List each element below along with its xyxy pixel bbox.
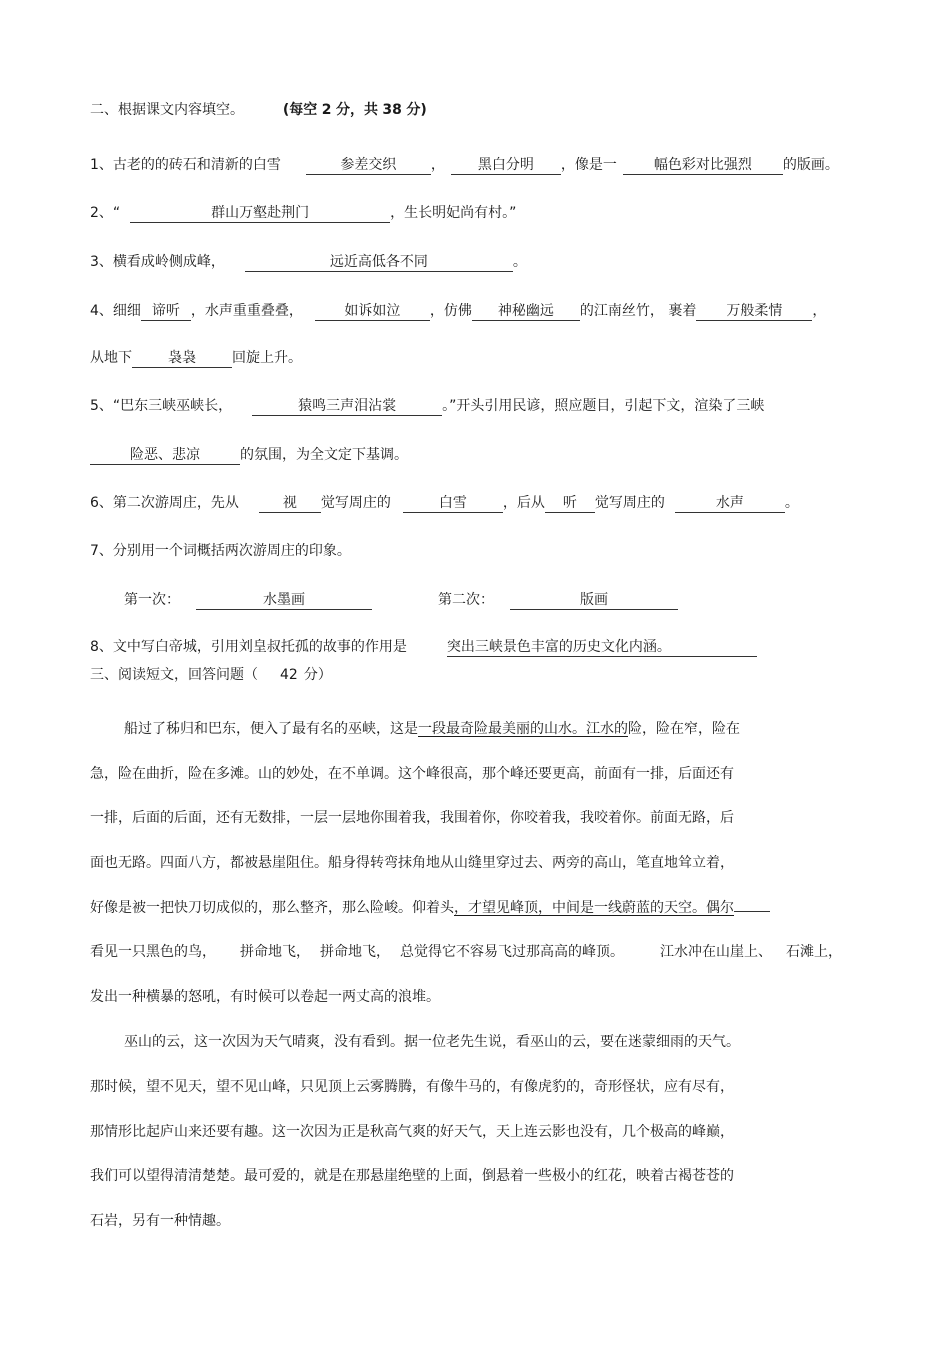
section3-points: 42	[280, 667, 298, 683]
question-1	[90, 155, 839, 175]
passage-text: 面也无路。四面八方，都被悬崖阻住。船身得转弯抹角地从山缝里穿过去、两旁的高山，笔直地耸立着，	[90, 855, 734, 871]
points-total: 38	[382, 102, 402, 118]
q4-answer-2: 如诉如泣	[315, 302, 430, 321]
passage-text: 江水冲在山崖上、	[660, 944, 772, 960]
passage-p2-line-1	[124, 1032, 740, 1052]
q1-text-3: ，像是一	[560, 157, 617, 173]
q4-text-5: ，	[812, 303, 827, 319]
passage-p1-line-1	[124, 719, 740, 739]
section3-title-end: 分）	[303, 667, 332, 683]
q4-answer-3: 神秘幽远	[472, 302, 580, 321]
points-mid: 分，共	[335, 102, 378, 118]
question-4-cont	[90, 348, 302, 368]
section2-heading	[90, 100, 427, 120]
q4-text-3: ，仿佛	[429, 303, 472, 319]
q6-text-3: ，后从	[502, 495, 545, 511]
question-6	[90, 493, 799, 513]
q4-text-2: ，水声重重叠叠，	[190, 303, 303, 319]
q5-text-3: 的氛围，为全文定下基调。	[240, 447, 408, 463]
q4-answer-4: 万般柔情	[696, 302, 812, 321]
q6-answer-3: 听	[545, 494, 595, 513]
q2-answer: 群山万壑赴荆门	[130, 204, 390, 223]
q5-answer-2: 险恶、悲凉	[90, 446, 240, 465]
q7-text: 7、分别用一个词概括两次游周庄的印象。	[90, 543, 351, 559]
q6-answer-1: 视	[259, 494, 321, 513]
q5-text-2: 。”开头引用民谚，照应题目，引起下文，渲染了三峡	[442, 398, 765, 414]
q7-answer-2: 版画	[510, 591, 678, 610]
question-5	[90, 396, 764, 416]
passage-text: 船过了秭归和巴东，便入了最有名的巫峡，这是	[124, 721, 418, 737]
q6-text-5: 。	[784, 495, 799, 511]
q1-text-2: ，	[430, 157, 445, 173]
q7-answer-1: 水墨画	[196, 591, 372, 610]
passage-text: 石岩，另有一种情趣。	[90, 1213, 230, 1229]
passage-text: 险，险在窄，险在	[628, 721, 740, 737]
q7-label-2: 第二次：	[438, 592, 494, 608]
q2-text-2: ，生长明妃尚有村。”	[390, 205, 517, 221]
q3-answer: 远近高低各不同	[245, 253, 513, 272]
passage-text: 拼命地飞，	[320, 944, 390, 960]
q6-text-4: 觉写周庄的	[594, 495, 665, 511]
passage-p1-line-5	[90, 898, 770, 918]
q2-text: 2、“	[90, 205, 121, 221]
points-open: (每空	[282, 102, 318, 118]
q5-answer-1: 猿鸣三声泪沾裳	[252, 397, 442, 416]
q6-answer-4: 水声	[675, 494, 785, 513]
passage-text: 巫山的云，这一次因为天气晴爽，没有看到。据一位老先生说，看巫山的云，要在迷蒙细雨的天气。	[124, 1034, 740, 1050]
question-8	[90, 637, 757, 657]
q1-answer-1: 参差交织	[306, 156, 431, 175]
passage-text: 一排，后面的后面，还有无数排，一层一层地你围着我，我围着你，你咬着我，我咬着你。前面无路，后	[90, 810, 734, 826]
passage-underlined: ，才望见峰顶，中间是一线蔚蓝的天空。偶尔	[454, 900, 734, 916]
q4-text-7: 回旋上升。	[232, 350, 302, 366]
question-7	[90, 541, 351, 561]
q7-label-1: 第一次：	[124, 592, 180, 608]
q8-text: 8、文中写白帝城，引用刘皇叔托孤的故事的作用是	[90, 639, 407, 655]
passage-underlined: 一段最奇险最美丽的山水。江水的	[418, 721, 628, 737]
q4-text: 4、细细	[90, 303, 141, 319]
passage-text: 看见一只黑色的鸟，	[90, 944, 216, 960]
passage-text: 那情形比起庐山来还要有趣。这一次因为正是秋高气爽的好天气，天上连云影也没有，几个极高的峰巅，	[90, 1124, 734, 1140]
passage-text: 急，险在曲折，险在多滩。山的妙处，在不单调。这个峰很高，那个峰还要更高，前面有一排，后面还有	[90, 766, 734, 782]
q4-answer-5: 袅袅	[132, 349, 232, 368]
passage-p1-line-7	[90, 987, 440, 1007]
passage-p1-line-2	[90, 764, 734, 784]
q1-text: 1、古老的的砖石和清新的白雪	[90, 157, 281, 173]
points-close: 分)	[406, 102, 427, 118]
passage-p1-line-6	[90, 942, 842, 962]
passage-p1-line-4	[90, 853, 734, 873]
passage-p2-line-3	[90, 1122, 734, 1142]
q6-answer-2: 白雪	[403, 494, 503, 513]
section3-heading	[90, 665, 332, 685]
question-2	[90, 203, 516, 223]
points-per-blank: 2	[321, 102, 332, 118]
q1-text-4: 的版画。	[782, 157, 839, 173]
q5-text: 5、“巴东三峡巫峡长，	[90, 398, 233, 414]
q4-text-6: 从地下	[90, 350, 132, 366]
passage-p1-line-3	[90, 808, 734, 828]
passage-text: 石滩上，	[786, 944, 842, 960]
q8-answer: 突出三峡景色丰富的历史文化内涵。	[447, 638, 757, 657]
question-5-cont	[90, 445, 408, 465]
q4-answer-1: 谛听	[141, 302, 191, 321]
passage-text: 那时候，望不见天，望不见山峰，只见顶上云雾腾腾，有像牛马的，有像虎豹的，奇形怪状，应有尽有，	[90, 1079, 734, 1095]
passage-p2-line-4	[90, 1166, 734, 1186]
passage-text: 好像是被一把快刀切成似的，那么整齐，那么险峻。仰着头	[90, 900, 454, 916]
q6-text-2: 觉写周庄的	[320, 495, 391, 511]
q1-answer-3: 幅色彩对比强烈	[623, 156, 783, 175]
section2-title: 二、根据课文内容填空。	[90, 102, 244, 118]
q3-text-2: 。	[512, 254, 527, 270]
passage-text: 我们可以望得清清楚楚。最可爱的，就是在那悬崖绝壁的上面，倒悬着一些极小的红花，映着古褐苍苍的	[90, 1168, 734, 1184]
q1-answer-2: 黑白分明	[451, 156, 561, 175]
question-3	[90, 252, 527, 272]
passage-text: 总觉得它不容易飞过那高高的峰顶。	[400, 944, 624, 960]
section3-title: 三、阅读短文，回答问题（	[90, 667, 258, 683]
q4-text-4: 的江南丝竹， 裹着	[579, 303, 697, 319]
passage-p2-line-2	[90, 1077, 734, 1097]
passage-text: 发出一种横暴的怒吼，有时候可以卷起一两丈高的浪堆。	[90, 989, 440, 1005]
q6-text: 6、第二次游周庄，先从	[90, 495, 239, 511]
question-7-answers	[124, 590, 678, 610]
question-4	[90, 301, 826, 321]
passage-p2-line-5	[90, 1211, 230, 1231]
q3-text: 3、横看成岭侧成峰，	[90, 254, 225, 270]
passage-text: 拼命地飞，	[240, 944, 310, 960]
